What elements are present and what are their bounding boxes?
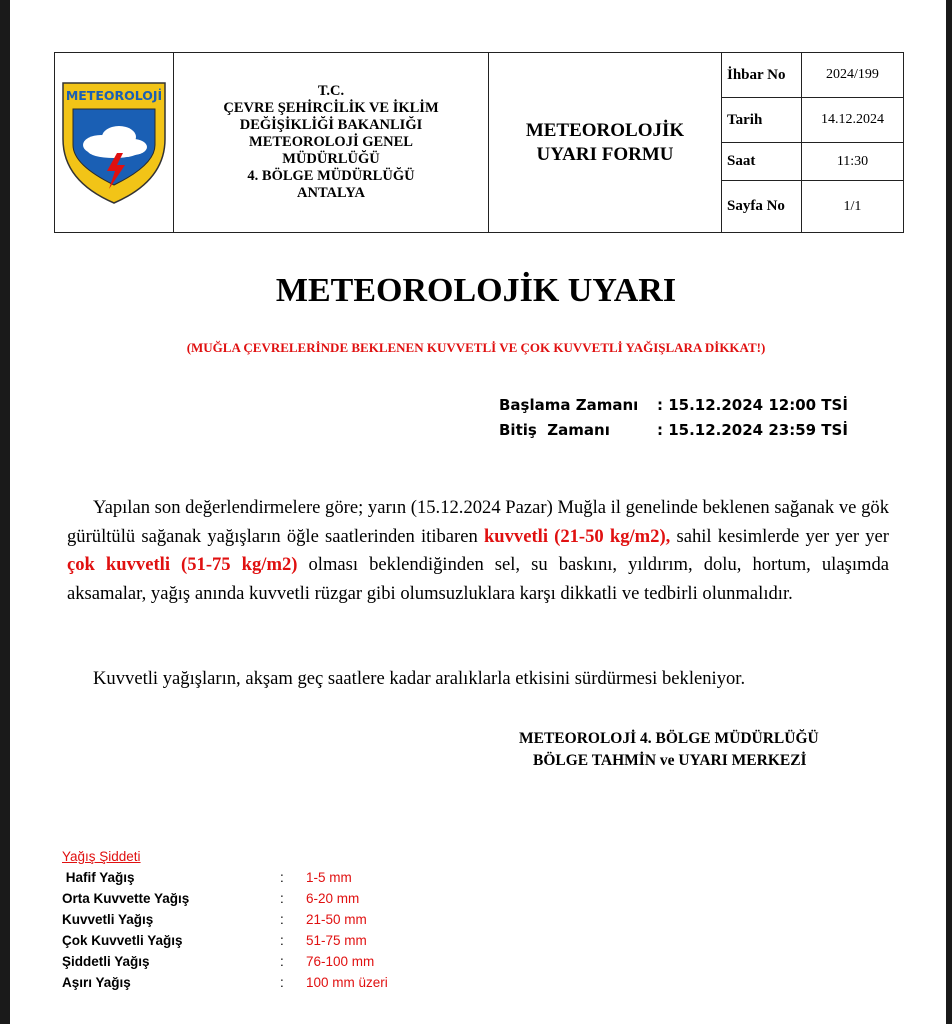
- signature-line-1: METEOROLOJİ 4. BÖLGE MÜDÜRLÜĞÜ: [519, 730, 819, 747]
- legend-colon: :: [280, 870, 284, 885]
- legend-colon: :: [280, 954, 284, 969]
- time-block: [499, 396, 848, 446]
- meta-label-ihbar-no: İhbar No: [722, 53, 802, 98]
- right-edge-shadow: [946, 0, 952, 1024]
- left-edge-shadow: [0, 0, 10, 1024]
- org-line: ANTALYA: [297, 185, 365, 201]
- header-table: [54, 52, 904, 233]
- org-line: MÜDÜRLÜĞÜ: [282, 151, 380, 167]
- signature-block: [519, 728, 819, 772]
- legend-row: [62, 867, 388, 888]
- end-time-row: [499, 421, 848, 446]
- legend-label: Şiddetli Yağış: [62, 954, 150, 969]
- legend-colon: :: [280, 912, 284, 927]
- form-title-line: UYARI FORMU: [536, 143, 674, 165]
- warning-paragraph: [67, 494, 889, 608]
- org-line: T.C.: [317, 83, 345, 99]
- organization-block: [174, 53, 489, 233]
- legend-value: 1-5 mm: [306, 870, 352, 885]
- form-title-line: METEOROLOJİK: [525, 119, 685, 141]
- highlight-strong-rain: kuvvetli (21-50 kg/m2),: [483, 525, 671, 547]
- org-line: ÇEVRE ŞEHİRCİLİK VE İKLİM: [223, 100, 439, 116]
- logo-cell: [55, 53, 174, 233]
- page-title: METEOROLOJİK UYARI: [275, 272, 677, 309]
- meta-value-ihbar-no: 2024/199: [802, 53, 904, 98]
- legend-row: [62, 930, 388, 951]
- second-paragraph: Kuvvetli yağışların, akşam geç saatlere kadar aralıklarla etkisini sürdürmesi bekleniyor.: [93, 668, 746, 689]
- meta-value-sayfa-no: 1/1: [802, 181, 904, 233]
- form-title: [489, 53, 722, 233]
- legend-row: [62, 888, 388, 909]
- legend-label: Orta Kuvvette Yağış: [62, 891, 190, 906]
- legend-row: [62, 972, 388, 993]
- highlight-very-strong-rain: çok kuvvetli (51-75 kg/m2): [67, 554, 298, 575]
- meta-label-tarih: Tarih: [722, 98, 802, 143]
- start-time-label: Başlama Zamanı: [499, 396, 639, 414]
- legend-value: 21-50 mm: [306, 912, 367, 927]
- legend-value: 100 mm üzeri: [306, 975, 388, 990]
- legend-colon: :: [280, 891, 284, 906]
- legend-value: 6-20 mm: [306, 891, 360, 906]
- start-time-value: : 15.12.2024 12:00 TSİ: [657, 396, 848, 414]
- meta-value-tarih: 14.12.2024: [802, 98, 904, 143]
- signature-line-2: BÖLGE TAHMİN ve UYARI MERKEZİ: [533, 752, 807, 769]
- meta-label-sayfa-no: Sayfa No: [722, 181, 802, 233]
- legend-colon: :: [280, 933, 284, 948]
- paragraph-text: sahil kesimlerde yer yer yer: [670, 525, 889, 547]
- legend-value: 51-75 mm: [306, 933, 367, 948]
- meta-value-saat: 11:30: [802, 143, 904, 181]
- end-time-label: Bitiş Zamanı: [499, 421, 610, 439]
- start-time-row: [499, 396, 848, 421]
- logo-text: METEOROLOJİ: [65, 88, 163, 103]
- legend-row: [62, 909, 388, 930]
- org-line: METEOROLOJİ GENEL: [249, 134, 413, 150]
- legend-label: Kuvvetli Yağış: [62, 912, 154, 927]
- warning-subtitle: (MUĞLA ÇEVRELERİNDE BEKLENEN KUVVETLİ VE ÇOK KUVVETLİ YAĞIŞLARA DİKKAT!): [186, 340, 766, 355]
- rain-intensity-legend: [62, 846, 388, 993]
- paragraph-text: olması beklendiğinden sel, su baskını, yıldırım, dolu, hortum, ulaşımda aksamalar, yağış anında kuvvetli rüzgar gibi olumsuzluklara karşı dikkatli ve tedbirli olunmalıdır.: [67, 554, 889, 604]
- paragraph-text: Yapılan son değerlendirmelere göre; yarın (15.12.2024 Pazar) Muğla il genelinde beklenen sağanak ve gök gürültülü sağanak yağışların öğle saatlerinden itibaren: [67, 497, 889, 547]
- legend-colon: :: [280, 975, 284, 990]
- meta-label-saat: Saat: [722, 143, 802, 181]
- legend-label: Çok Kuvvetli Yağış: [62, 933, 183, 948]
- legend-value: 76-100 mm: [306, 954, 375, 969]
- org-line: DEĞİŞİKLİĞİ BAKANLIĞI: [239, 117, 423, 133]
- legend-label: Aşırı Yağış: [62, 975, 131, 990]
- legend-label: Hafif Yağış: [62, 870, 135, 885]
- legend-title: Yağış Şiddeti: [62, 849, 141, 864]
- legend-row: [62, 951, 388, 972]
- end-time-value: : 15.12.2024 23:59 TSİ: [657, 421, 848, 439]
- org-line: 4. BÖLGE MÜDÜRLÜĞÜ: [247, 168, 415, 184]
- meteoroloji-logo: [59, 73, 169, 207]
